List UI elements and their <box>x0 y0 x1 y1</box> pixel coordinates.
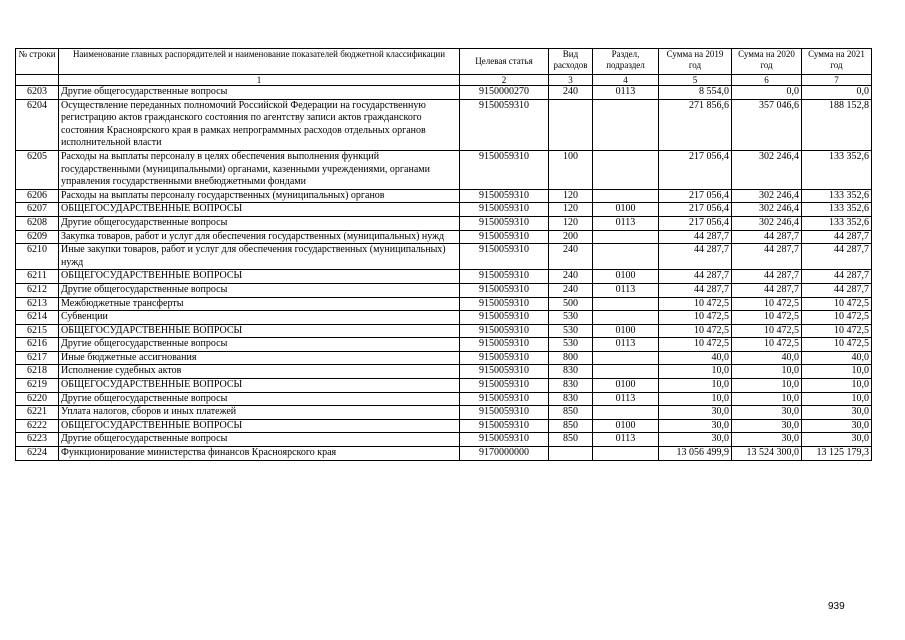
expense-type-cell: 850 <box>549 419 593 433</box>
target-article-cell: 9150059310 <box>460 203 549 217</box>
section-cell <box>593 297 659 311</box>
sum-2019-cell: 40,0 <box>659 351 732 365</box>
expense-type-cell: 850 <box>549 406 593 420</box>
table-row <box>16 365 872 379</box>
section-cell <box>593 351 659 365</box>
sum-2020-cell: 13 524 300,0 <box>732 447 802 461</box>
row-number-cell: 6217 <box>16 351 59 365</box>
name-cell: ОБЩЕГОСУДАРСТВЕННЫЕ ВОПРОСЫ <box>59 379 460 393</box>
page-number: 939 <box>828 601 845 612</box>
expense-type-cell: 500 <box>549 297 593 311</box>
expense-type-cell: 200 <box>549 230 593 244</box>
sum-2020-cell: 10,0 <box>732 379 802 393</box>
sum-2020-cell: 40,0 <box>732 351 802 365</box>
name-cell: Субвенции <box>59 311 460 325</box>
section-cell <box>593 189 659 203</box>
sum-2021-cell: 10 472,5 <box>802 338 872 352</box>
row-number-cell: 6218 <box>16 365 59 379</box>
sum-2020-cell: 30,0 <box>732 406 802 420</box>
target-article-cell: 9150059310 <box>460 150 549 189</box>
expense-type-cell: 240 <box>549 283 593 297</box>
sum-2021-cell: 133 352,6 <box>802 216 872 230</box>
sum-2019-cell: 30,0 <box>659 433 732 447</box>
sum-2021-cell: 44 287,7 <box>802 230 872 244</box>
table-row <box>16 338 872 352</box>
header-cell: Раздел, подраздел <box>593 49 659 75</box>
expense-type-cell: 120 <box>549 203 593 217</box>
section-cell <box>593 244 659 270</box>
sum-2020-cell: 0,0 <box>732 86 802 100</box>
target-article-cell: 9150059310 <box>460 270 549 284</box>
sum-2020-cell: 357 046,6 <box>732 99 802 150</box>
sum-2020-cell: 10 472,5 <box>732 311 802 325</box>
sum-2019-cell: 10 472,5 <box>659 311 732 325</box>
sum-2019-cell: 44 287,7 <box>659 270 732 284</box>
row-number-cell: 6219 <box>16 379 59 393</box>
section-cell <box>593 365 659 379</box>
target-article-cell: 9150059310 <box>460 365 549 379</box>
row-number-cell: 6204 <box>16 99 59 150</box>
name-cell: Другие общегосударственные вопросы <box>59 338 460 352</box>
sum-2019-cell: 217 056,4 <box>659 216 732 230</box>
sum-2019-cell: 44 287,7 <box>659 244 732 270</box>
table-row <box>16 203 872 217</box>
table-row <box>16 406 872 420</box>
table-row <box>16 433 872 447</box>
sum-2019-cell: 30,0 <box>659 419 732 433</box>
section-cell <box>593 311 659 325</box>
sum-2019-cell: 30,0 <box>659 406 732 420</box>
expense-type-cell: 240 <box>549 270 593 284</box>
sum-2021-cell: 133 352,6 <box>802 150 872 189</box>
sum-2020-cell: 44 287,7 <box>732 270 802 284</box>
section-cell: 0113 <box>593 86 659 100</box>
section-cell <box>593 150 659 189</box>
row-number-cell: 6207 <box>16 203 59 217</box>
name-cell: Другие общегосударственные вопросы <box>59 283 460 297</box>
sum-2019-cell: 8 554,0 <box>659 86 732 100</box>
target-article-cell: 9150059310 <box>460 338 549 352</box>
sum-2021-cell: 13 125 179,3 <box>802 447 872 461</box>
sum-2020-cell: 10 472,5 <box>732 338 802 352</box>
row-number-cell: 6206 <box>16 189 59 203</box>
sum-2021-cell: 30,0 <box>802 419 872 433</box>
row-number-cell: 6221 <box>16 406 59 420</box>
target-article-cell: 9150059310 <box>460 433 549 447</box>
target-article-cell: 9150059310 <box>460 392 549 406</box>
section-cell <box>593 99 659 150</box>
sum-2020-cell: 30,0 <box>732 419 802 433</box>
sum-2020-cell: 10,0 <box>732 392 802 406</box>
row-number-cell: 6223 <box>16 433 59 447</box>
row-number-cell: 6205 <box>16 150 59 189</box>
row-number-cell: 6213 <box>16 297 59 311</box>
row-number-cell: 6203 <box>16 86 59 100</box>
expense-type-cell: 530 <box>549 338 593 352</box>
sum-2020-cell: 302 246,4 <box>732 189 802 203</box>
column-number-cell: 5 <box>659 75 732 86</box>
section-cell <box>593 406 659 420</box>
row-number-cell: 6212 <box>16 283 59 297</box>
table-row <box>16 447 872 461</box>
row-number-cell: 6208 <box>16 216 59 230</box>
section-cell: 0100 <box>593 379 659 393</box>
sum-2020-cell: 30,0 <box>732 433 802 447</box>
target-article-cell: 9150059310 <box>460 283 549 297</box>
sum-2020-cell: 44 287,7 <box>732 283 802 297</box>
target-article-cell: 9150059310 <box>460 230 549 244</box>
table-row <box>16 297 872 311</box>
sum-2019-cell: 44 287,7 <box>659 230 732 244</box>
name-cell: Иные закупки товаров, работ и услуг для обеспечения государственных (муниципальных) нужд <box>59 244 460 270</box>
name-cell: Другие общегосударственные вопросы <box>59 433 460 447</box>
section-cell: 0113 <box>593 338 659 352</box>
section-cell: 0100 <box>593 324 659 338</box>
name-cell: Другие общегосударственные вопросы <box>59 216 460 230</box>
table-row <box>16 99 872 150</box>
section-cell: 0100 <box>593 203 659 217</box>
expense-type-cell <box>549 99 593 150</box>
sum-2020-cell: 10 472,5 <box>732 324 802 338</box>
name-cell: Функционирование министерства финансов Красноярского края <box>59 447 460 461</box>
target-article-cell: 9150059310 <box>460 189 549 203</box>
name-cell: Исполнение судебных актов <box>59 365 460 379</box>
sum-2021-cell: 30,0 <box>802 433 872 447</box>
sum-2019-cell: 10 472,5 <box>659 338 732 352</box>
expense-type-cell: 530 <box>549 311 593 325</box>
column-number-cell <box>16 75 59 86</box>
header-cell: Сумма на 2021 год <box>802 49 872 75</box>
sum-2019-cell: 217 056,4 <box>659 150 732 189</box>
sum-2021-cell: 0,0 <box>802 86 872 100</box>
target-article-cell: 9150059310 <box>460 297 549 311</box>
sum-2021-cell: 10 472,5 <box>802 324 872 338</box>
sum-2021-cell: 10,0 <box>802 392 872 406</box>
section-cell <box>593 447 659 461</box>
target-article-cell: 9150059310 <box>460 379 549 393</box>
table-row <box>16 230 872 244</box>
table-row <box>16 216 872 230</box>
target-article-cell: 9150059310 <box>460 351 549 365</box>
sum-2019-cell: 271 856,6 <box>659 99 732 150</box>
expense-type-cell: 240 <box>549 86 593 100</box>
row-number-cell: 6214 <box>16 311 59 325</box>
section-cell: 0113 <box>593 392 659 406</box>
table-row <box>16 283 872 297</box>
table-body <box>16 86 872 461</box>
sum-2019-cell: 10,0 <box>659 365 732 379</box>
sum-2021-cell: 10 472,5 <box>802 297 872 311</box>
row-number-cell: 6216 <box>16 338 59 352</box>
sum-2021-cell: 188 152,8 <box>802 99 872 150</box>
header-row <box>16 49 872 75</box>
name-cell: Уплата налогов, сборов и иных платежей <box>59 406 460 420</box>
sum-2020-cell: 302 246,4 <box>732 216 802 230</box>
row-number-cell: 6209 <box>16 230 59 244</box>
column-number-cell: 7 <box>802 75 872 86</box>
name-cell: ОБЩЕГОСУДАРСТВЕННЫЕ ВОПРОСЫ <box>59 270 460 284</box>
expense-type-cell: 120 <box>549 216 593 230</box>
table-row <box>16 419 872 433</box>
section-cell: 0100 <box>593 419 659 433</box>
target-article-cell: 9150059310 <box>460 419 549 433</box>
name-cell: Закупка товаров, работ и услуг для обеспечения государственных (муниципальных) нужд <box>59 230 460 244</box>
sum-2021-cell: 44 287,7 <box>802 270 872 284</box>
sum-2020-cell: 302 246,4 <box>732 203 802 217</box>
table-row <box>16 189 872 203</box>
sum-2021-cell: 30,0 <box>802 406 872 420</box>
table-row <box>16 150 872 189</box>
sum-2019-cell: 10,0 <box>659 392 732 406</box>
expense-type-cell: 120 <box>549 189 593 203</box>
target-article-cell: 9150059310 <box>460 324 549 338</box>
name-cell: Другие общегосударственные вопросы <box>59 392 460 406</box>
row-number-cell: 6215 <box>16 324 59 338</box>
section-cell: 0113 <box>593 216 659 230</box>
sum-2021-cell: 133 352,6 <box>802 203 872 217</box>
sum-2021-cell: 10,0 <box>802 365 872 379</box>
expense-type-cell: 530 <box>549 324 593 338</box>
expense-type-cell: 850 <box>549 433 593 447</box>
table-row <box>16 86 872 100</box>
sum-2021-cell: 133 352,6 <box>802 189 872 203</box>
name-cell: Осуществление переданных полномочий Российской Федерации на государственную регистрацию актов гражданского состояния по агентству записи актов гражданского состояния Красноярского края в рамках непрограммных расходов отдельных органов исполнительной власти <box>59 99 460 150</box>
sum-2020-cell: 10,0 <box>732 365 802 379</box>
expense-type-cell: 830 <box>549 379 593 393</box>
name-cell: Иные бюджетные ассигнования <box>59 351 460 365</box>
expense-type-cell <box>549 447 593 461</box>
row-number-cell: 6220 <box>16 392 59 406</box>
expense-type-cell: 830 <box>549 392 593 406</box>
name-cell: Другие общегосударственные вопросы <box>59 86 460 100</box>
column-number-cell: 2 <box>460 75 549 86</box>
column-number-row <box>16 75 872 86</box>
column-number-cell: 4 <box>593 75 659 86</box>
sum-2020-cell: 44 287,7 <box>732 244 802 270</box>
table-row <box>16 392 872 406</box>
expense-type-cell: 240 <box>549 244 593 270</box>
header-cell: Сумма на 2019 год <box>659 49 732 75</box>
sum-2020-cell: 44 287,7 <box>732 230 802 244</box>
target-article-cell: 9150059310 <box>460 244 549 270</box>
sum-2021-cell: 44 287,7 <box>802 283 872 297</box>
name-cell: Расходы на выплаты персоналу в целях обеспечения выполнения функций государственными (муниципальными) органами, казенными учреждениями, органами управления государственными внебюджетными фондами <box>59 150 460 189</box>
target-article-cell: 9170000000 <box>460 447 549 461</box>
sum-2021-cell: 10,0 <box>802 379 872 393</box>
section-cell: 0113 <box>593 283 659 297</box>
sum-2019-cell: 13 056 499,9 <box>659 447 732 461</box>
header-cell: Наименование главных распорядителей и наименование показателей бюджетной классификации <box>59 49 460 75</box>
header-cell: Целевая статья <box>460 49 549 75</box>
table-row <box>16 311 872 325</box>
header-cell: Сумма на 2020 год <box>732 49 802 75</box>
target-article-cell: 9150000270 <box>460 86 549 100</box>
column-number-cell: 3 <box>549 75 593 86</box>
row-number-cell: 6222 <box>16 419 59 433</box>
table-row <box>16 379 872 393</box>
header-cell: № строки <box>16 49 59 75</box>
name-cell: ОБЩЕГОСУДАРСТВЕННЫЕ ВОПРОСЫ <box>59 203 460 217</box>
section-cell <box>593 230 659 244</box>
sum-2021-cell: 40,0 <box>802 351 872 365</box>
table-row <box>16 324 872 338</box>
header-cell: Вид расходов <box>549 49 593 75</box>
section-cell: 0100 <box>593 270 659 284</box>
sum-2019-cell: 10 472,5 <box>659 324 732 338</box>
expense-type-cell: 100 <box>549 150 593 189</box>
row-number-cell: 6211 <box>16 270 59 284</box>
table-row <box>16 244 872 270</box>
sum-2021-cell: 10 472,5 <box>802 311 872 325</box>
expense-type-cell: 830 <box>549 365 593 379</box>
table-row <box>16 351 872 365</box>
sum-2020-cell: 10 472,5 <box>732 297 802 311</box>
row-number-cell: 6224 <box>16 447 59 461</box>
sum-2019-cell: 10,0 <box>659 379 732 393</box>
column-number-cell: 1 <box>59 75 460 86</box>
sum-2020-cell: 302 246,4 <box>732 150 802 189</box>
budget-table <box>15 48 872 461</box>
target-article-cell: 9150059310 <box>460 406 549 420</box>
target-article-cell: 9150059310 <box>460 311 549 325</box>
expense-type-cell: 800 <box>549 351 593 365</box>
column-number-cell: 6 <box>732 75 802 86</box>
sum-2019-cell: 44 287,7 <box>659 283 732 297</box>
target-article-cell: 9150059310 <box>460 99 549 150</box>
name-cell: Межбюджетные трансферты <box>59 297 460 311</box>
section-cell: 0113 <box>593 433 659 447</box>
name-cell: ОБЩЕГОСУДАРСТВЕННЫЕ ВОПРОСЫ <box>59 419 460 433</box>
sum-2021-cell: 44 287,7 <box>802 244 872 270</box>
table-row <box>16 270 872 284</box>
name-cell: ОБЩЕГОСУДАРСТВЕННЫЕ ВОПРОСЫ <box>59 324 460 338</box>
name-cell: Расходы на выплаты персоналу государственных (муниципальных) органов <box>59 189 460 203</box>
sum-2019-cell: 10 472,5 <box>659 297 732 311</box>
row-number-cell: 6210 <box>16 244 59 270</box>
sum-2019-cell: 217 056,4 <box>659 203 732 217</box>
sum-2019-cell: 217 056,4 <box>659 189 732 203</box>
target-article-cell: 9150059310 <box>460 216 549 230</box>
